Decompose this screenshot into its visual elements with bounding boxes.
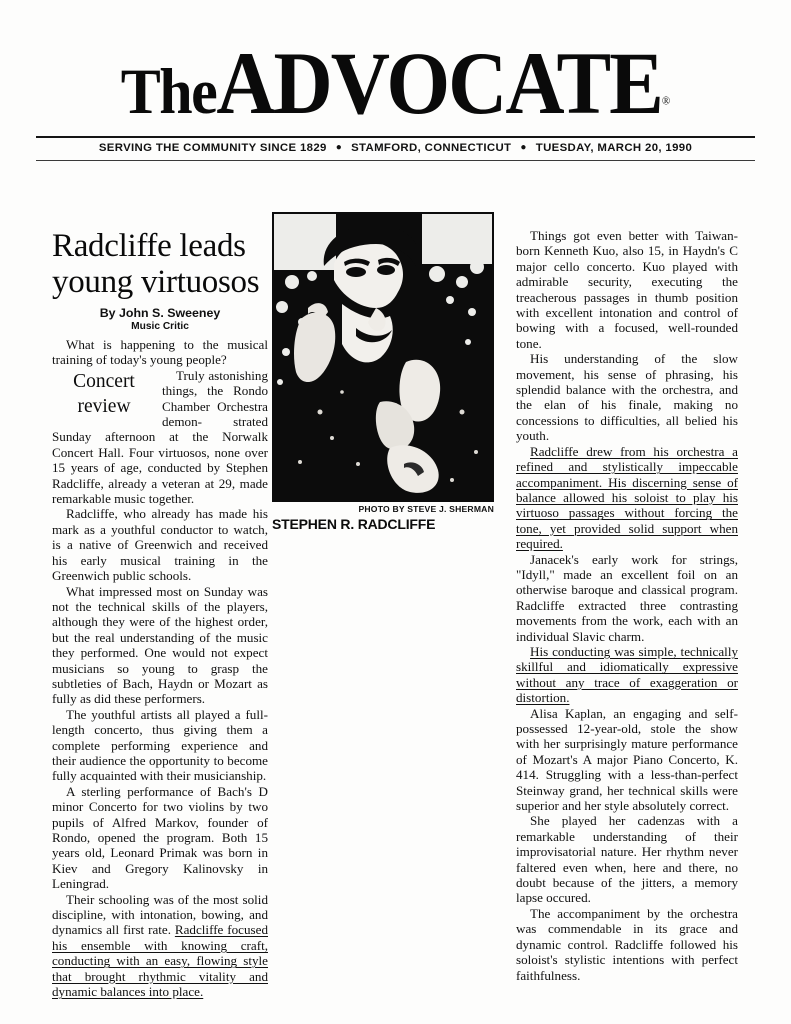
masthead-rule-top: [36, 136, 755, 138]
paragraph: Things got even better with Taiwan-born Kenneth Kuo, also 15, in Haydn's C major cello concerto. Kuo played with admirable security, executing the treacherous passages in thumb position with excellent intonation and control of bowing with a focused, well-rounded tone.: [516, 228, 738, 351]
portrait-photo: [272, 212, 494, 502]
paragraph: What impressed most on Sunday was not the technical skills of the players, although they were of the highest order, but the real understanding of the music they performed. One would not expect musicians so young to grasp the subtleties of Bach, Haydn or Mozart as fully as did these performers.: [52, 583, 268, 707]
paragraph: The youthful artists all played a full-length concerto, thus giving them a complete performing experience and their audience the opportunity to become fully acquainted with their musicianship.: [52, 706, 268, 784]
concert-review-label: [52, 369, 156, 419]
bullet-separator-icon: ●: [335, 142, 343, 153]
concert-review-label-line2: review: [77, 395, 131, 417]
byline-role: Music Critic: [131, 321, 189, 332]
paragraph: A sterling performance of Bach's D minor Concerto for two violins by two pupils of Alfred Markov, founder of Rondo, opened the program. Both 15 years old, Leonard Primak was born in Kiev and Gregory Kalinovsky in Leningrad.: [52, 783, 268, 892]
article-column-1: [52, 228, 268, 999]
paragraph-text-pre: Truly astonishing things, the Rondo Chamber Orchestra demon-: [162, 367, 268, 430]
tagline-serving: SERVING THE COMMUNITY SINCE 1829: [98, 142, 327, 154]
photo-credit: PHOTO BY STEVE J. SHERMAN: [358, 504, 494, 514]
bullet-separator-icon: ●: [520, 142, 527, 153]
underlined-text: Radcliffe focused his ensemble with knowing craft, conducting with an easy, flowing style that brought rhythmic vitality and dynamic balances into place.: [52, 922, 268, 1000]
masthead-title: [120, 34, 671, 133]
masthead-rule-bottom: [36, 160, 755, 161]
masthead: [0, 34, 791, 133]
article-column-3: [516, 228, 738, 983]
portrait-photo-graphic: [272, 212, 494, 502]
photo-caption: STEPHEN R. RADCLIFFE: [272, 516, 436, 532]
paragraph-underlined-passage: [52, 892, 268, 1000]
paragraph-with-review-label: [52, 368, 268, 507]
page-title: Radcliffe leads young virtuosos: [52, 228, 260, 300]
masthead-tagline: [0, 142, 791, 154]
paragraph-text: Their schooling was of the most solid discipline, with intonation, bowing, and dynamics all first rate.: [52, 891, 268, 938]
tagline-date: TUESDAY, MARCH 20, 1990: [535, 142, 693, 154]
paragraph: The accompaniment by the orchestra was commendable in its grace and dynamic control. Radcliffe followed his soloist's stylistic intentions with perfect faithfulness.: [516, 905, 738, 983]
paragraph-text-post: strated Sunday afternoon at the Norwalk Concert Hall. Four virtuosos, none over 15 years of age, conducted by Stephen Radcliffe, already a veteran at 29, made remarkable music together.: [52, 414, 268, 507]
concert-review-label-line1: Concert: [73, 370, 135, 392]
paragraph: She played her cadenzas with a remarkable understanding of their improvisatorial nature. Her rhythm never faltered even when, here and there, no doubt because of the jitters, a memory lapse occured.: [516, 813, 738, 906]
paragraph: His understanding of the slow movement, his sense of phrasing, his splendid balance with the orchestra, and the elan of his finale, making no concessions to difficulties, all belied his youth.: [516, 351, 738, 444]
tagline-city: STAMFORD, CONNECTICUT: [351, 142, 512, 154]
paragraph: What is happening to the musical training of today's young people?: [52, 337, 268, 368]
paragraph: Janacek's early work for strings, "Idyll," made an excellent foil on an otherwise baroque and classical program. Radcliffe extracted three contrasting movements from the work, each with an individual Slavic charm.: [516, 551, 738, 644]
paragraph: Radcliffe, who already has made his mark as a youthful conductor to watch, is a native of Greenwich and received his early musical training in the Greenwich public schools.: [52, 506, 268, 584]
paragraph: Alisa Kaplan, an engaging and self-possessed 12-year-old, stole the show with her surprisingly mature performance of Mozart's A major Piano Concerto, K. 414. Struggling with a less-than-perfect Steinway grand, her technical skills were superior and her style absolutely correct.: [516, 705, 738, 814]
underlined-paragraph: His conducting was simple, technically skillful and idiomatically expressive without any trace of exaggeration or distortion.: [516, 643, 738, 706]
byline-author: By John S. Sweeney: [99, 306, 221, 320]
underlined-paragraph: Radcliffe drew from his orchestra a refined and stylistically impeccable accompaniment. His discerning sense of balance allowed his soloist to play his virtuoso passages without forcing the tone, yet provided solid support when required.: [516, 443, 738, 552]
article-column-2: [272, 212, 494, 532]
registered-trademark-icon: ®: [661, 94, 671, 108]
masthead-advocate: ADVOCATE: [216, 34, 662, 133]
masthead-the: The: [120, 55, 217, 128]
